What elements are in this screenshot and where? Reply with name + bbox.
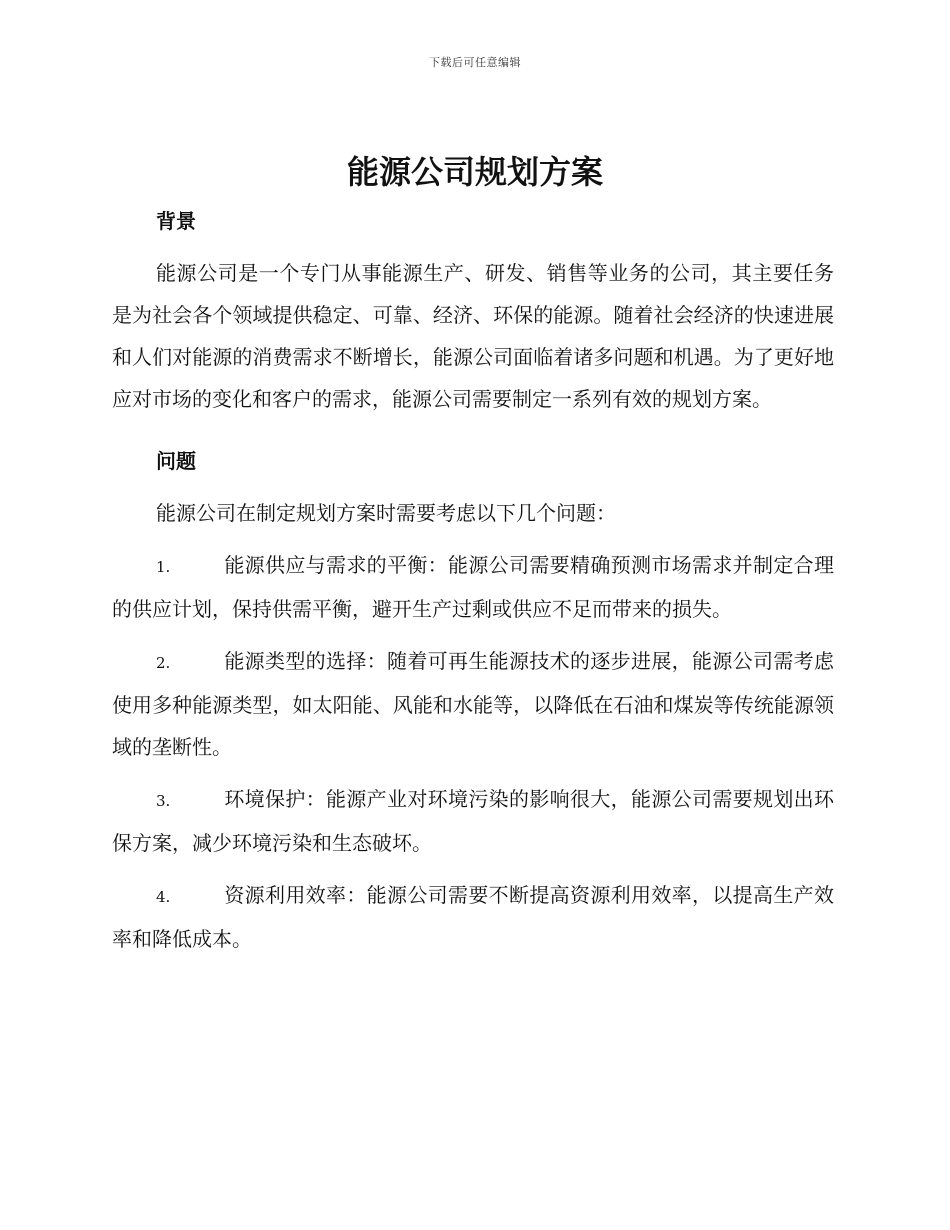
background-paragraph: 能源公司是一个专门从事能源生产、研发、销售等业务的公司，其主要任务是为社会各个领域提供稳定、可靠、经济、环保的能源。随着社会经济的快速进展和人们对能源的消费需求不断增长，能源公司面临着诸多问题和机遇。为了更好地应对市场的变化和客户的需求，能源公司需要制定一系列有效的规划方案。 — [112, 261, 834, 411]
document-body — [112, 200, 834, 960]
list-item-number: 4. — [156, 888, 171, 906]
list-item-number: 1. — [156, 558, 171, 576]
list-item — [112, 544, 834, 630]
list-item-text: 能源供应与需求的平衡：能源公司需要精确预测市场需求并制定合理的供应计划，保持供需平衡，避开生产过剩或供应不足而带来的损失。 — [112, 553, 834, 621]
section-heading-background: 背景 — [156, 209, 196, 233]
list-item — [112, 874, 834, 960]
document-title: 能源公司规划方案 — [346, 153, 603, 191]
list-item-number: 3. — [156, 792, 171, 810]
problems-intro: 能源公司在制定规划方案时需要考虑以下几个问题： — [156, 501, 616, 525]
section-heading-problems: 问题 — [156, 449, 196, 473]
list-item — [112, 778, 834, 864]
list-item-text: 能源类型的选择：随着可再生能源技术的逐步进展，能源公司需考虑使用多种能源类型，如太阳能、风能和水能等，以降低在石油和煤炭等传统能源领域的垄断性。 — [112, 649, 834, 759]
header-note: 下载后可任意编辑 — [429, 56, 521, 69]
list-item-text: 环境保护：能源产业对环境污染的影响很大，能源公司需要规划出环保方案，减少环境污染和生态破坏。 — [112, 787, 834, 855]
list-item — [112, 640, 834, 768]
list-item-number: 2. — [156, 654, 171, 672]
list-item-text: 资源利用效率：能源公司需要不断提高资源利用效率，以提高生产效率和降低成本。 — [112, 883, 834, 951]
